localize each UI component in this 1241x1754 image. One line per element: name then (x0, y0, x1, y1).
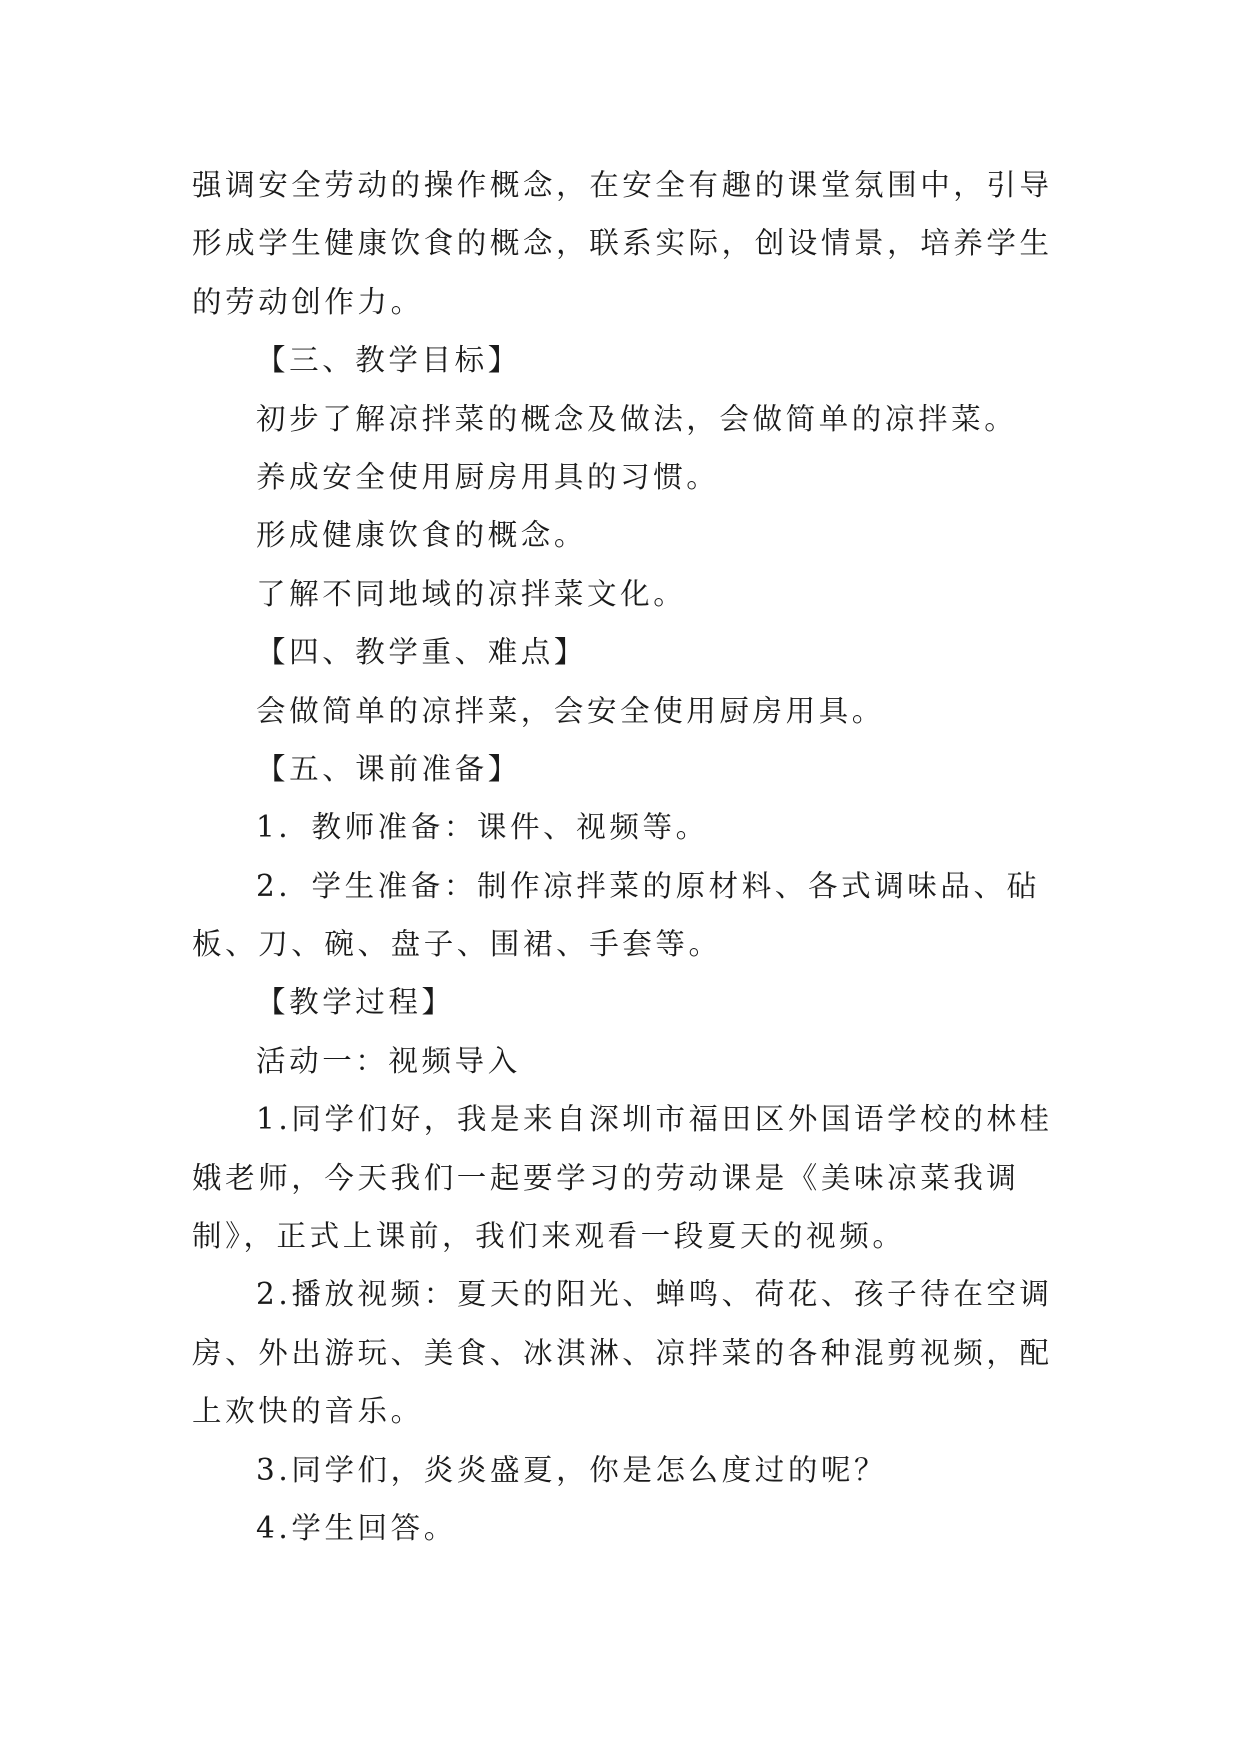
activity-title: 活动一：视频导入 (256, 1043, 521, 1078)
process-step-continued: 房、外出游玩、美食、冰淇淋、凉拌菜的各种混剪视频，配 (192, 1335, 1053, 1370)
section-heading-preparation: 【五、课前准备】 (256, 751, 521, 786)
process-step: 2.播放视频：夏天的阳光、蝉鸣、荷花、孩子待在空调 (256, 1277, 1053, 1312)
paragraph-line: 的劳动创作力。 (192, 284, 424, 319)
preparation-item-continued: 板、刀、碗、盘子、围裙、手套等。 (192, 927, 722, 962)
section-heading-key-points: 【四、教学重、难点】 (256, 635, 588, 670)
preparation-item: 2．学生准备：制作凉拌菜的原材料、各式调味品、砧 (256, 868, 1040, 903)
process-step: 1.同学们好，我是来自深圳市福田区外国语学校的林桂 (256, 1102, 1053, 1137)
objective-item: 形成健康饮食的概念。 (256, 518, 588, 553)
process-step-continued: 娥老师，今天我们一起要学习的劳动课是《美味凉菜我调 (192, 1160, 1020, 1195)
section-heading-process: 【教学过程】 (256, 985, 455, 1020)
paragraph-line: 强调安全劳动的操作概念，在安全有趣的课堂氛围中，引导 (192, 168, 1053, 202)
document-body (192, 156, 1058, 1557)
section-heading-objectives: 【三、教学目标】 (256, 343, 521, 378)
preparation-item: 1．教师准备：课件、视频等。 (256, 810, 709, 845)
process-step-continued: 制》，正式上课前，我们来观看一段夏天的视频。 (192, 1219, 906, 1254)
key-point-text: 会做简单的凉拌菜，会安全使用厨房用具。 (256, 693, 885, 728)
paragraph-line: 形成学生健康饮食的概念，联系实际，创设情景，培养学生 (192, 226, 1053, 261)
objective-item: 初步了解凉拌菜的概念及做法，会做简单的凉拌菜。 (256, 401, 1018, 436)
process-step: 3.同学们，炎炎盛夏，你是怎么度过的呢？ (256, 1452, 888, 1487)
process-step-continued: 上欢快的音乐。 (192, 1394, 424, 1429)
process-step: 4.学生回答。 (256, 1510, 457, 1545)
objective-item: 了解不同地域的凉拌菜文化。 (256, 576, 687, 611)
objective-item: 养成安全使用厨房用具的习惯。 (256, 459, 720, 494)
